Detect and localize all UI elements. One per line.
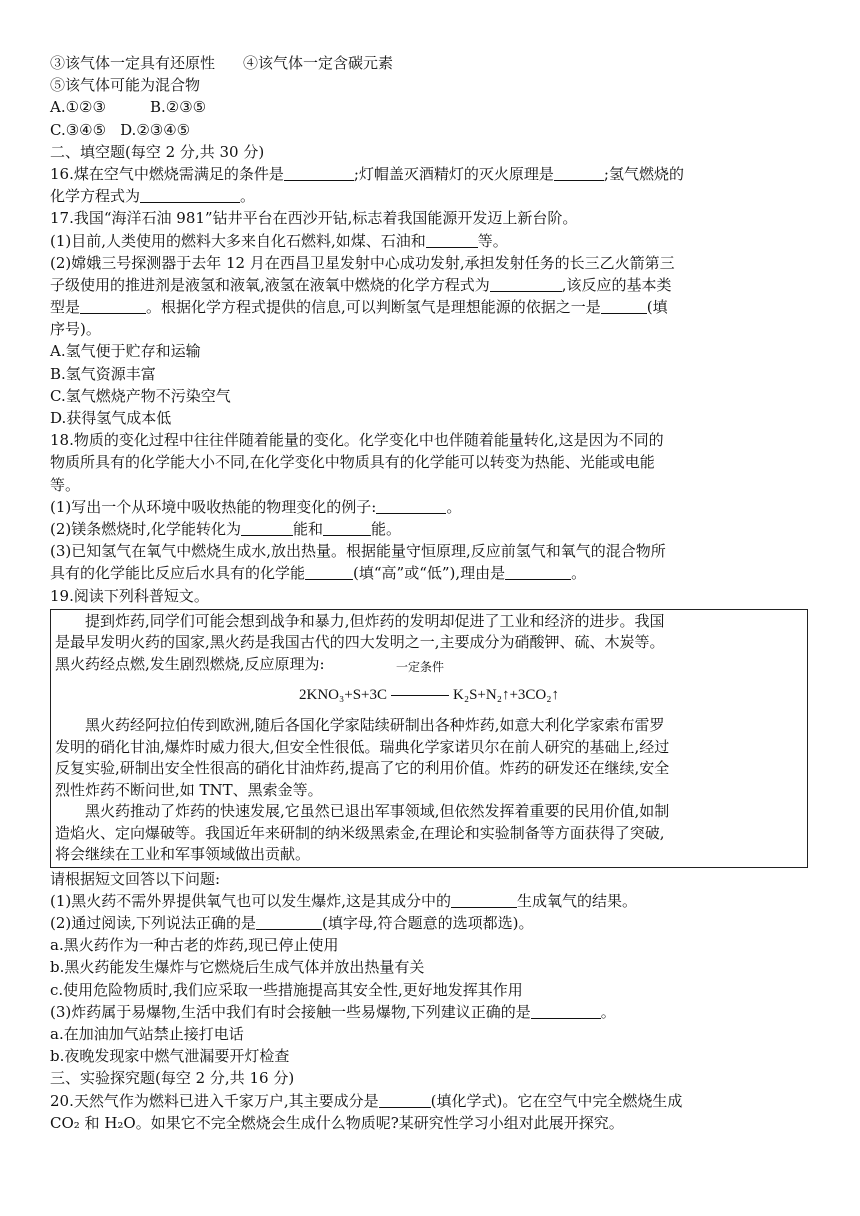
- equation-products: K₂S+N₂↑+3CO₂↑: [453, 687, 559, 704]
- answer-blank[interactable]: [554, 166, 604, 181]
- answer-blank[interactable]: [305, 565, 353, 580]
- question-17-1: [50, 230, 810, 252]
- q17-option-d: D.获得氢气成本低: [50, 409, 172, 427]
- q18-1-text: (1)写出一个从环境中吸收热能的物理变化的例子:: [50, 497, 377, 516]
- passage-line: 黑火药经阿拉伯传到欧洲,随后各国化学家陆续研制出各种炸药,如意大利化学家索布雷罗: [85, 716, 665, 735]
- q18-3-text: 具有的化学能比反应后水具有的化学能: [50, 564, 306, 583]
- equation-condition-arrow: [391, 660, 449, 715]
- answer-blank[interactable]: [80, 299, 146, 314]
- question-18-cont: 物质所具有的化学能大小不同,在化学变化中物质具有的化学能可以转变为热能、光能或电能: [50, 453, 655, 472]
- passage-line: 是最早发明火药的国家,黑火药是我国古代的四大发明之一,主要成分为硝酸钾、硫、木炭等。: [55, 633, 665, 652]
- q19-2-text: (2)通过阅读,下列说法正确的是: [50, 914, 257, 933]
- question-17-2-cont2: [50, 296, 810, 318]
- q17-2-text: 子级使用的推进剂是液氢和液氧,液氢在液氧中燃烧的化学方程式为: [50, 275, 490, 294]
- passage-line: 将会继续在工业和军事领域做出贡献。: [55, 845, 311, 864]
- answer-blank[interactable]: [426, 233, 478, 248]
- question-17: 17.我国“海洋石油 981”钻井平台在西沙开钻,标志着我国能源开发迈上新台阶。: [50, 209, 578, 228]
- answer-blank[interactable]: [601, 299, 647, 314]
- q20-text: 20.天然气作为燃料已进入千家万户,其主要成分是: [50, 1091, 379, 1110]
- q19-3-option-b: b.夜晚发现家中燃气泄漏要开灯检查: [50, 1047, 290, 1066]
- q17-option-c: C.氢气燃烧产物不污染空气: [50, 386, 231, 405]
- choice-d: D.②③④⑤: [120, 120, 191, 139]
- question-20-cont: CO₂ 和 H₂O。如果它不完全燃烧会生成什么物质呢?某研究性学习小组对此展开探究。: [50, 1113, 624, 1132]
- passage-line: 反复实验,研制出安全性很高的硝化甘油炸药,提高了它的利用价值。炸药的研发还在继续,安全: [55, 759, 670, 778]
- q19-option-c: c.使用危险物质时,我们应采取一些措施提高其安全性,更好地发挥其作用: [50, 980, 523, 999]
- statement-3: ③该气体一定具有还原性: [50, 54, 216, 72]
- question-19-prompt: 请根据短文回答以下问题:: [50, 869, 221, 888]
- reading-passage-box: [50, 609, 808, 868]
- q17-2-type: 型是: [50, 298, 81, 317]
- q17-1-text: (1)目前,人类使用的燃料大多来自化石燃料,如煤、石油和: [50, 231, 426, 250]
- question-18-cont2: 等。: [50, 475, 81, 494]
- q16-text-3: ;氢气燃烧的: [603, 164, 684, 183]
- q17-2-tail: ,该反应的基本类: [561, 275, 672, 294]
- answer-blank[interactable]: [531, 1004, 601, 1019]
- answer-blank[interactable]: [284, 166, 354, 181]
- choice-line-cd: [50, 119, 810, 141]
- q19-2-tail: (填字母,符合题意的选项都选)。: [322, 914, 534, 933]
- question-18-3: (3)已知氢气在氧气中燃烧生成水,放出热量。根据能量守恒原理,反应前氢气和氧气的混合物所: [50, 542, 666, 561]
- exam-page: [50, 52, 810, 1134]
- passage-line: 发明的硝化甘油,爆炸时威力很大,但安全性很低。瑞典化学家诺贝尔在前人研究的基础上,经过: [55, 737, 670, 756]
- question-18-1: [50, 496, 810, 518]
- q17-option-a: A.氢气便于贮存和运输: [50, 342, 201, 361]
- passage-line: 造焰火、定向爆破等。我国近年来研制的纳米级黑索金,在理论和实验制备等方面获得了突破,: [55, 823, 665, 842]
- option-line: [50, 52, 810, 74]
- answer-blank[interactable]: [376, 499, 446, 514]
- question-19-1: [50, 890, 810, 912]
- passage-line: 黑火药经点燃,发生剧烈燃烧,反应原理为:: [55, 654, 325, 673]
- section-2-title: 二、填空题(每空 2 分,共 30 分): [50, 142, 265, 161]
- q19-3-text: (3)炸药属于易爆物,生活中我们有时会接触一些易爆物,下列建议正确的是: [50, 1002, 531, 1021]
- q18-2-tail: 能。: [371, 519, 402, 538]
- q20-tail: (填化学式)。它在空气中完全燃烧生成: [430, 1091, 683, 1110]
- answer-blank[interactable]: [379, 1093, 431, 1108]
- answer-blank[interactable]: [451, 893, 517, 908]
- choice-a: A.①②③: [50, 98, 106, 117]
- q17-option-b: B.氢气资源丰富: [50, 364, 156, 383]
- answer-blank[interactable]: [140, 188, 240, 203]
- q19-1-tail: 生成氧气的结果。: [517, 891, 638, 910]
- question-20: [50, 1090, 810, 1112]
- passage-line: 提到炸药,同学们可能会想到战争和暴力,但炸药的发明却促进了工业和经济的进步。我国: [85, 611, 665, 630]
- q18-3-mid: (填“高”或“低”),理由是: [353, 564, 506, 583]
- q16-text-2: ;灯帽盖灭酒精灯的灭火原理是: [353, 164, 554, 183]
- question-18-2: [50, 518, 810, 540]
- question-17-2-cont: [50, 274, 810, 296]
- q19-1-text: (1)黑火药不需外界提供氧气也可以发生爆炸,这是其成分中的: [50, 891, 452, 910]
- passage-line: 烈性炸药不断问世,如 TNT、黑索金等。: [55, 780, 323, 799]
- equation-reactants: 2KNO₃+S+3C: [299, 687, 388, 704]
- q17-1-tail: 等。: [477, 231, 508, 250]
- passage-line: 黑火药推动了炸药的快速发展,它虽然已退出军事领域,但依然发挥着重要的民用价值,如制: [85, 802, 670, 821]
- question-16: [50, 163, 810, 185]
- answer-blank[interactable]: [323, 521, 371, 536]
- choice-b: B.②③⑤: [149, 98, 207, 117]
- statement-4: ④该气体一定含碳元素: [243, 54, 394, 72]
- q16-text-1: 16.煤在空气中燃烧需满足的条件是: [50, 164, 284, 183]
- answer-blank[interactable]: [505, 565, 571, 580]
- section-3-title: 三、实验探究题(每空 2 分,共 16 分): [50, 1069, 295, 1088]
- answer-blank[interactable]: [256, 915, 322, 930]
- q19-option-a: a.黑火药作为一种古老的炸药,现已停止使用: [50, 936, 339, 955]
- equation-condition: 一定条件: [396, 660, 445, 675]
- q18-2-mid: 能和: [293, 519, 324, 538]
- q17-2-basis: 。根据化学方程式提供的信息,可以判断氢气是理想能源的依据之一是: [146, 298, 601, 317]
- q19-option-b: b.黑火药能发生爆炸与它燃烧后生成气体并放出热量有关: [50, 958, 425, 977]
- statement-5: ⑤该气体可能为混合物: [50, 76, 201, 95]
- question-17-2: (2)嫦娥三号探测器于去年 12 月在西昌卫星发射中心成功发射,承担发射任务的长三乙火箭第三: [50, 253, 675, 272]
- question-19-2: [50, 912, 810, 934]
- choice-c: C.③④⑤: [50, 120, 107, 139]
- question-18: 18.物质的变化过程中往往伴随着能量的变化。化学变化中也伴随着能量转化,这是因为不同的: [50, 431, 664, 450]
- q18-3-tail: 。: [571, 564, 587, 583]
- q19-3-tail: 。: [600, 1002, 616, 1021]
- question-18-3-cont: [50, 562, 810, 584]
- answer-blank[interactable]: [490, 277, 562, 292]
- q18-2-text: (2)镁条燃烧时,化学能转化为: [50, 519, 242, 538]
- q18-1-tail: 。: [446, 497, 462, 516]
- question-19-3: [50, 1001, 810, 1023]
- q19-3-option-a: a.在加油加气站禁止接打电话: [50, 1025, 244, 1043]
- question-16-cont: [50, 185, 810, 207]
- q17-2-fill: (填: [646, 298, 668, 317]
- answer-blank[interactable]: [241, 521, 293, 536]
- question-17-2-cont3: 序号)。: [50, 320, 101, 339]
- q16-text-4: 化学方程式为: [50, 187, 141, 206]
- q16-text-5: 。: [240, 187, 256, 206]
- question-19: 19.阅读下列科普短文。: [50, 586, 209, 605]
- choice-line-ab: [50, 96, 810, 118]
